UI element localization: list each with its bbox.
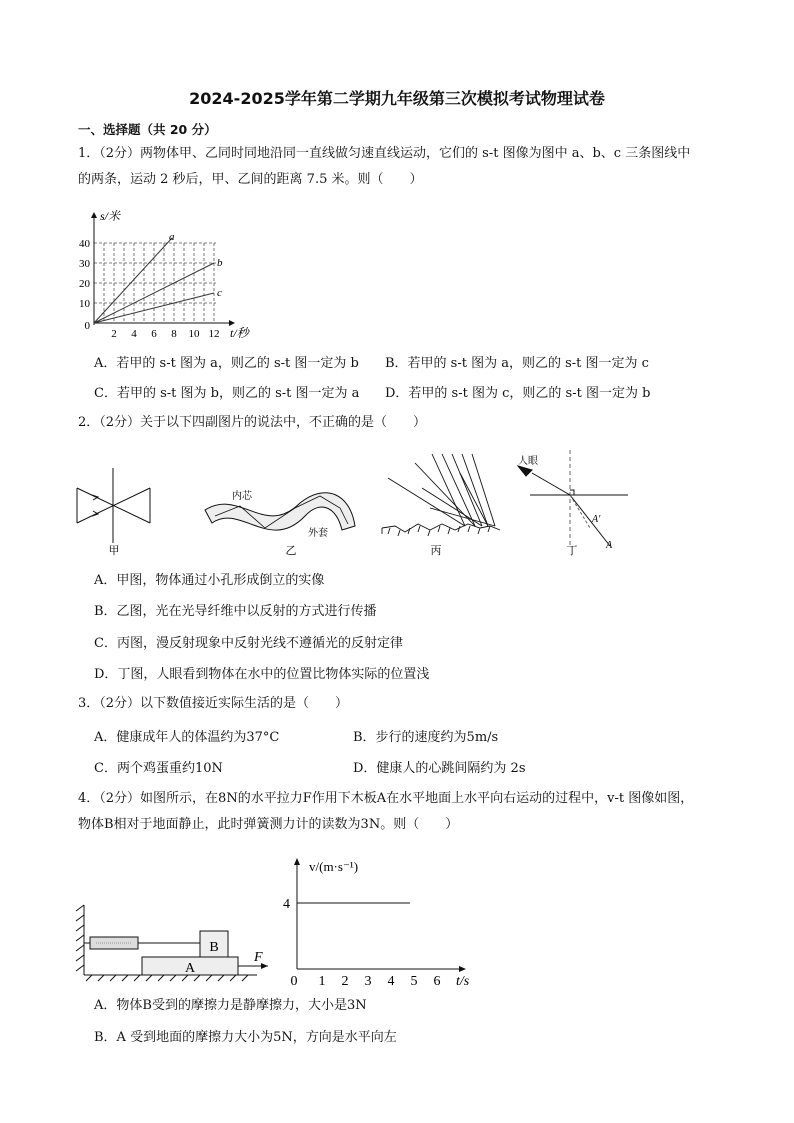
q1-y-label: s/米 (100, 209, 121, 223)
q4-figures (72, 855, 482, 990)
q4-stem-line1: 4．（2分）如图所示，在8N的水平拉力F作用下木板A在水平地面上水平向右运动的过程中，v-t 图像如图， (78, 791, 694, 806)
q1-x-tick: 2 (111, 328, 117, 340)
label-A: A (606, 540, 613, 551)
q2-stem: 2．（2分）关于以下四副图片的说法中，不正确的是（ ） (78, 415, 427, 430)
q2-option-b[interactable]: B．乙图，光在光导纤维中以反射的方式进行传播 (94, 604, 377, 619)
label-cladding: 外套 (308, 528, 328, 539)
q3-option-a[interactable]: A．健康成年人的体温约为37°C (94, 730, 280, 745)
q4-x-tick: 0 (290, 974, 298, 989)
q1-y-tick: 20 (79, 278, 90, 290)
figure-bing (382, 454, 500, 536)
q1-y-tick: 40 (79, 238, 90, 250)
q1-y-ticks (79, 238, 91, 332)
q1-option-c[interactable]: C．若甲的 s-t 图为 b，则乙的 s-t 图一定为 a (94, 386, 360, 401)
q1-x-tick: 10 (188, 328, 200, 340)
q4-x-tick: 3 (364, 974, 372, 989)
label-block-b: B (209, 940, 219, 955)
q3-option-c[interactable]: C．两个鸡蛋重约10N (94, 761, 223, 776)
page-title: 2024-2025学年第二学期九年级第三次模拟考试物理试卷 (189, 89, 605, 108)
label-ding: 丁 (566, 545, 578, 557)
q1-option-b[interactable]: B．若甲的 s-t 图为 a，则乙的 s-t 图一定为 c (385, 356, 649, 371)
q4-x-label: t/s (456, 974, 470, 989)
q1-stem-line1: 1．（2分）两物体甲、乙同时同地沿同一直线做匀速直线运动，它们的 s-t 图像为图中 a、b、c 三条图线中 (78, 146, 691, 161)
q4-y-label: v/(m·s⁻¹) (309, 859, 359, 874)
label-A-prime: A′ (592, 514, 601, 525)
q1-y-tick: 30 (79, 258, 90, 270)
q4-option-b[interactable]: B．A 受到地面的摩擦力大小为5N，方向是水平向左 (94, 1030, 397, 1045)
label-force-f: F (254, 950, 263, 965)
ground (84, 975, 257, 981)
q1-label-b: b (217, 257, 223, 269)
q1-st-graph (74, 205, 264, 340)
q1-option-a[interactable]: A．若甲的 s-t 图为 a，则乙的 s-t 图一定为 b (94, 356, 359, 371)
figure-jia (77, 468, 150, 543)
q1-option-d[interactable]: D．若甲的 s-t 图为 c，则乙的 s-t 图一定为 b (385, 386, 651, 401)
q2-option-c[interactable]: C．丙图，漫反射现象中反射光线不遵循光的反射定律 (94, 636, 403, 651)
section-heading: 一、选择题（共 20 分） (78, 122, 217, 137)
q2-figures (70, 448, 640, 560)
q1-x-ticks (111, 328, 219, 340)
q3-option-b[interactable]: B．步行的速度约为5m/s (353, 730, 499, 745)
q1-x-tick: 8 (171, 328, 177, 340)
q4-y-value: 4 (283, 897, 290, 912)
q4-x-tick: 6 (433, 974, 441, 989)
q1-x-tick: 4 (131, 328, 137, 340)
q1-label-a: a (169, 231, 175, 243)
q1-x-tick: 12 (208, 328, 220, 340)
q1-y-tick: 10 (79, 298, 90, 310)
q2-option-a[interactable]: A．甲图，物体通过小孔形成倒立的实像 (94, 573, 325, 588)
q1-label-c: c (217, 287, 222, 299)
q1-x-label: t/秒 (230, 326, 249, 340)
q4-option-a[interactable]: A．物体B受到的摩擦力是静摩擦力，大小是3N (94, 998, 367, 1013)
q4-x-ticks (291, 974, 441, 989)
q4-x-tick: 1 (318, 974, 326, 989)
q2-option-d[interactable]: D．丁图，人眼看到物体在水中的位置比物体实际的位置浅 (94, 667, 430, 682)
label-board-a: A (184, 961, 196, 976)
label-eye: 人眼 (518, 456, 538, 467)
q4-stem-line2: 物体B相对于地面静止，此时弹簧测力计的读数为3N。则（ ） (78, 817, 459, 832)
q1-grid (94, 243, 216, 323)
label-jia: 甲 (108, 545, 120, 557)
q4-x-tick: 4 (387, 974, 395, 989)
label-yi: 乙 (285, 545, 297, 557)
q3-option-d[interactable]: D．健康人的心跳间隔约为 2s (353, 761, 526, 776)
q1-stem (78, 141, 728, 193)
label-core: 内芯 (232, 491, 252, 502)
q1-line-a (94, 238, 172, 323)
q4-x-tick: 2 (341, 974, 349, 989)
q1-x-tick: 6 (151, 328, 157, 340)
q1-stem-line2: 的两条，运动 2 秒后，甲、乙间的距离 7.5 米。则（ ） (78, 172, 423, 187)
q4-x-tick: 5 (410, 974, 418, 989)
q4-stem (78, 786, 738, 838)
label-bing: 丙 (430, 545, 442, 557)
q1-y-tick: 0 (84, 320, 90, 332)
q3-stem: 3．（2分）以下数值接近实际生活的是（ ） (78, 696, 349, 711)
wall (76, 905, 84, 975)
